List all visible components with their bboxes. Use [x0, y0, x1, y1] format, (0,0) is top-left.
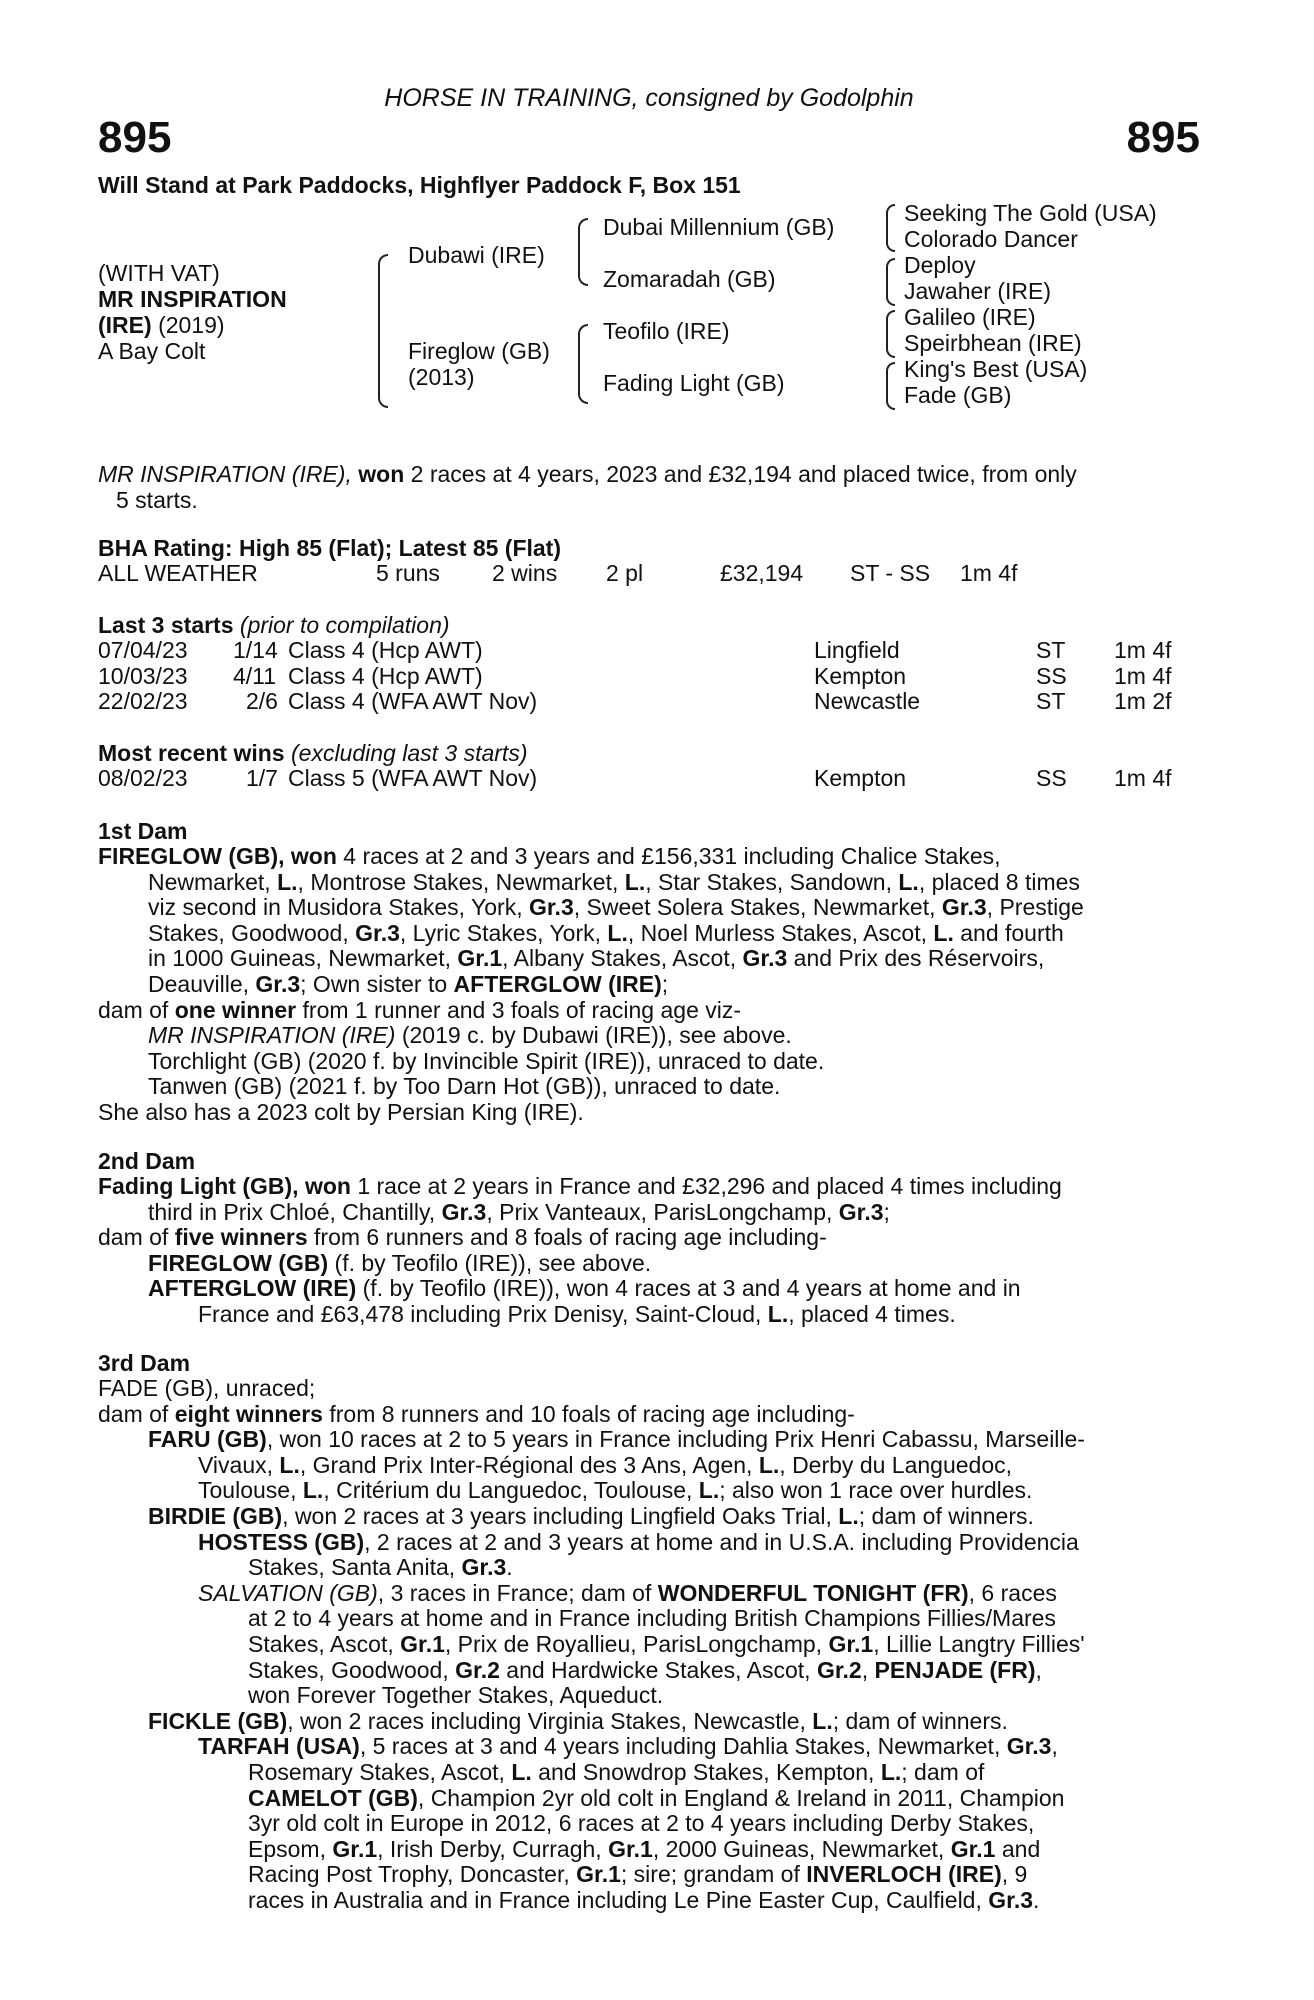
horse-description: A Bay Colt — [98, 338, 206, 364]
consignment-line: HORSE IN TRAINING, consigned by Godolphin — [384, 84, 914, 112]
offspring-entry: MR INSPIRATION (IRE) (2019 c. by Dubawi (IRE)), see above. — [148, 1022, 792, 1049]
third-dam-section: 3rd Dam FADE (GB), unraced; dam of eight winners from 8 runners and 10 foals of racing age including- FARU (GB), won 10 races at 2 to 5 years in France including Prix Henri Cabassu, Marseille- Vivaux, L., Grand Prix Inter-Régional des 3 Ans, Agen, L., Derby du Languedoc, Toulouse, L., Critérium du Languedoc, Toulouse, L.; also won 1 race over hurdles. BIRDIE (GB), won 2 races at 3 years including Lingfield Oaks Trial, L.; dam of winners. HOSTESS (GB), 2 races at 2 and 3 years at home and in U.S.A. including Providencia Stakes, Santa Anita, Gr.3. SALVATION (GB), 3 races in France; dam of WONDERFUL TONIGHT (FR), 6 races at 2 to 4 years at home and in France including British Champions Fillies/Mares Stakes, Ascot, Gr.1, Prix de Royallieu, ParisLongchamp, Gr.1, Lillie Langtry Fillies' Stakes, Goodwood, Gr.2 and Hardwicke Stakes, Ascot, Gr.2, PENJADE (FR), won Forever Together Stakes, Aqueduct. FICKLE (GB), won 2 races including Virginia Stakes, Newcastle, L.; dam of winners. TARFAH (USA), 5 races at 3 and 4 years including Dahlia Stakes, Newmarket, Gr.3, Rosemary Stakes, Ascot, L. and Snowdrop Stakes, Kempton, L.; dam of CAMELOT (GB), Champion 2yr old colt in England & Ireland in 2011, Champion 3yr old colt in Europe in 2012, 6 races at 2 to 4 years including Derby Stakes, Epsom, Gr.1, Irish Derby, Curragh, Gr.1, 2000 Guineas, Newmarket, Gr.1 and Racing Post Trophy, Doncaster, Gr.1; sire; grandam of INVERLOCH (IRE), 9 races in Australia and in France including Le Pine Easter Cup, Caulfield, Gr.3. — [98, 1350, 1200, 1913]
sire-name: Dubawi (IRE) — [408, 242, 545, 268]
pedigree-brace — [886, 258, 895, 306]
start-row: 07/04/23 1/14 Class 4 (Hcp AWT) Lingfield ST 1m 4f — [98, 637, 1172, 663]
ancestor-g8: Fade (GB) — [904, 382, 1012, 408]
ancestor-g6: Speirbhean (IRE) — [904, 330, 1082, 356]
ancestor-g5: Galileo (IRE) — [904, 304, 1036, 330]
pedigree-brace — [378, 254, 388, 408]
offspring-entry: FARU (GB), won 10 races at 2 to 5 years in France including Prix Henri Cabassu, Marseille- — [148, 1426, 1085, 1453]
offspring-entry: AFTERGLOW (IRE) (f. by Teofilo (IRE)), won 4 races at 3 and 4 years at home and in — [148, 1275, 1021, 1302]
offspring-entry: Tanwen (GB) (2021 f. by Too Darn Hot (GB)), unraced to date. — [148, 1073, 781, 1100]
vat-note: (WITH VAT) — [98, 260, 220, 286]
pedigree-brace — [578, 324, 588, 404]
race-summary: MR INSPIRATION (IRE), won 2 races at 4 years, 2023 and £32,194 and placed twice, from only 5 starts. — [98, 461, 1077, 513]
all-weather-row: ALL WEATHER 5 runs 2 wins 2 pl £32,194 ST - SS 1m 4f — [98, 560, 1018, 586]
second-dam-section: 2nd Dam Fading Light (GB), won 1 race at 2 years in France and £32,296 and placed 4 times including third in Prix Chloé, Chantilly, Gr.3, Prix Vanteaux, ParisLongchamp, Gr.3; dam of five winners from 6 runners and 8 foals of racing age including- FIREGLOW (GB) (f. by Teofilo (IRE)), see above. AFTERGLOW (IRE) (f. by Teofilo (IRE)), won 4 races at 3 and 4 years at home and in France and £63,478 including Prix Denisy, Saint-Cloud, L., placed 4 times. — [98, 1148, 1200, 1328]
dam-dam: Fading Light (GB) — [603, 370, 785, 396]
offspring-entry: BIRDIE (GB), won 2 races at 3 years including Lingfield Oaks Trial, L.; dam of winners. — [148, 1502, 1034, 1529]
offspring-entry: HOSTESS (GB), 2 races at 2 and 3 years at home and in U.S.A. including Providencia — [198, 1528, 1079, 1555]
sire-sire: Dubai Millennium (GB) — [603, 214, 835, 240]
pedigree-table — [98, 200, 1200, 414]
horse-name-suffix: (IRE) (2019) — [98, 312, 225, 338]
horse-name: MR INSPIRATION — [98, 286, 287, 312]
offspring-entry: SALVATION (GB), 3 races in France; dam of WONDERFUL TONIGHT (FR), 6 races — [198, 1579, 1057, 1606]
ancestor-g3: Deploy — [904, 252, 976, 278]
stand-location: Will Stand at Park Paddocks, Highflyer Paddock F, Box 151 — [98, 172, 741, 198]
dam-sire: Teofilo (IRE) — [603, 318, 730, 344]
ancestor-g1: Seeking The Gold (USA) — [904, 200, 1157, 226]
pedigree-brace — [578, 218, 588, 286]
bha-rating: BHA Rating: High 85 (Flat); Latest 85 (Flat) ALL WEATHER 5 runs 2 wins 2 pl £32,194 ST - SS 1m 4f — [98, 535, 1200, 587]
last-starts: Last 3 starts (prior to compilation) 07/04/23 1/14 Class 4 (Hcp AWT) Lingfield ST 1m 4f 10/03/23 4/11 Class 4 (Hcp AWT) Kempton SS 1m 4f 22/02/23 2/6 Class 4 (WFA AWT Nov) Newcastle ST 1m 2f — [98, 612, 1200, 715]
offspring-entry: FICKLE (GB), won 2 races including Virginia Stakes, Newcastle, L.; dam of winners. — [148, 1707, 1008, 1734]
offspring-entry: FIREGLOW (GB) (f. by Teofilo (IRE)), see above. — [148, 1249, 652, 1276]
pedigree-brace — [886, 204, 895, 252]
start-row: 10/03/23 4/11 Class 4 (Hcp AWT) Kempton SS 1m 4f — [98, 662, 1172, 689]
dam-year: (2013) — [408, 364, 475, 390]
ancestor-g4: Jawaher (IRE) — [904, 278, 1051, 304]
dam-name: Fireglow (GB) — [408, 338, 550, 364]
pedigree-brace — [886, 362, 895, 410]
pedigree-brace — [886, 310, 895, 358]
offspring-entry: TARFAH (USA), 5 races at 3 and 4 years including Dahlia Stakes, Newmarket, Gr.3, — [198, 1733, 1058, 1760]
lot-number-left: 895 — [98, 113, 172, 162]
lot-number-right: 895 — [1126, 113, 1200, 162]
offspring-entry: Torchlight (GB) (2020 f. by Invincible Spirit (IRE)), unraced to date. — [148, 1047, 825, 1074]
win-row: 08/02/23 1/7 Class 5 (WFA AWT Nov) Kempton SS 1m 4f — [98, 765, 1172, 791]
first-dam-section: 1st Dam FIREGLOW (GB), won 4 races at 2 and 3 years and £156,331 including Chalice Stakes, Newmarket, L., Montrose Stakes, Newmarket, L., Star Stakes, Sandown, L., placed 8 times viz second in Musidora Stakes, York, Gr.3, Sweet Solera Stakes, Newmarket, Gr.3, Prestige Stakes, Goodwood, Gr.3, Lyric Stakes, York, L., Noel Murless Stakes, Ascot, L. and fourth in 1000 Guineas, Newmarket, Gr.1, Albany Stakes, Ascot, Gr.3 and Prix des Réservoirs, Deauville, Gr.3; Own sister to AFTERGLOW (IRE); dam of one winner from 1 runner and 3 foals of racing age viz- MR INSPIRATION (IRE) (2019 c. by Dubawi (IRE)), see above. Torchlight (GB) (2020 f. by Invincible Spirit (IRE)), unraced to date. Tanwen (GB) (2021 f. by Too Darn Hot (GB)), unraced to date. She also has a 2023 colt by Persian King (IRE). — [98, 818, 1200, 1126]
ancestor-g7: King's Best (USA) — [904, 356, 1088, 382]
ancestor-g2: Colorado Dancer — [904, 226, 1078, 252]
start-row: 22/02/23 2/6 Class 4 (WFA AWT Nov) Newcastle ST 1m 2f — [98, 688, 1172, 715]
sire-dam: Zomaradah (GB) — [603, 266, 776, 292]
recent-wins: Most recent wins (excluding last 3 starts) 08/02/23 1/7 Class 5 (WFA AWT Nov) Kempton SS 1m 4f — [98, 740, 1200, 792]
